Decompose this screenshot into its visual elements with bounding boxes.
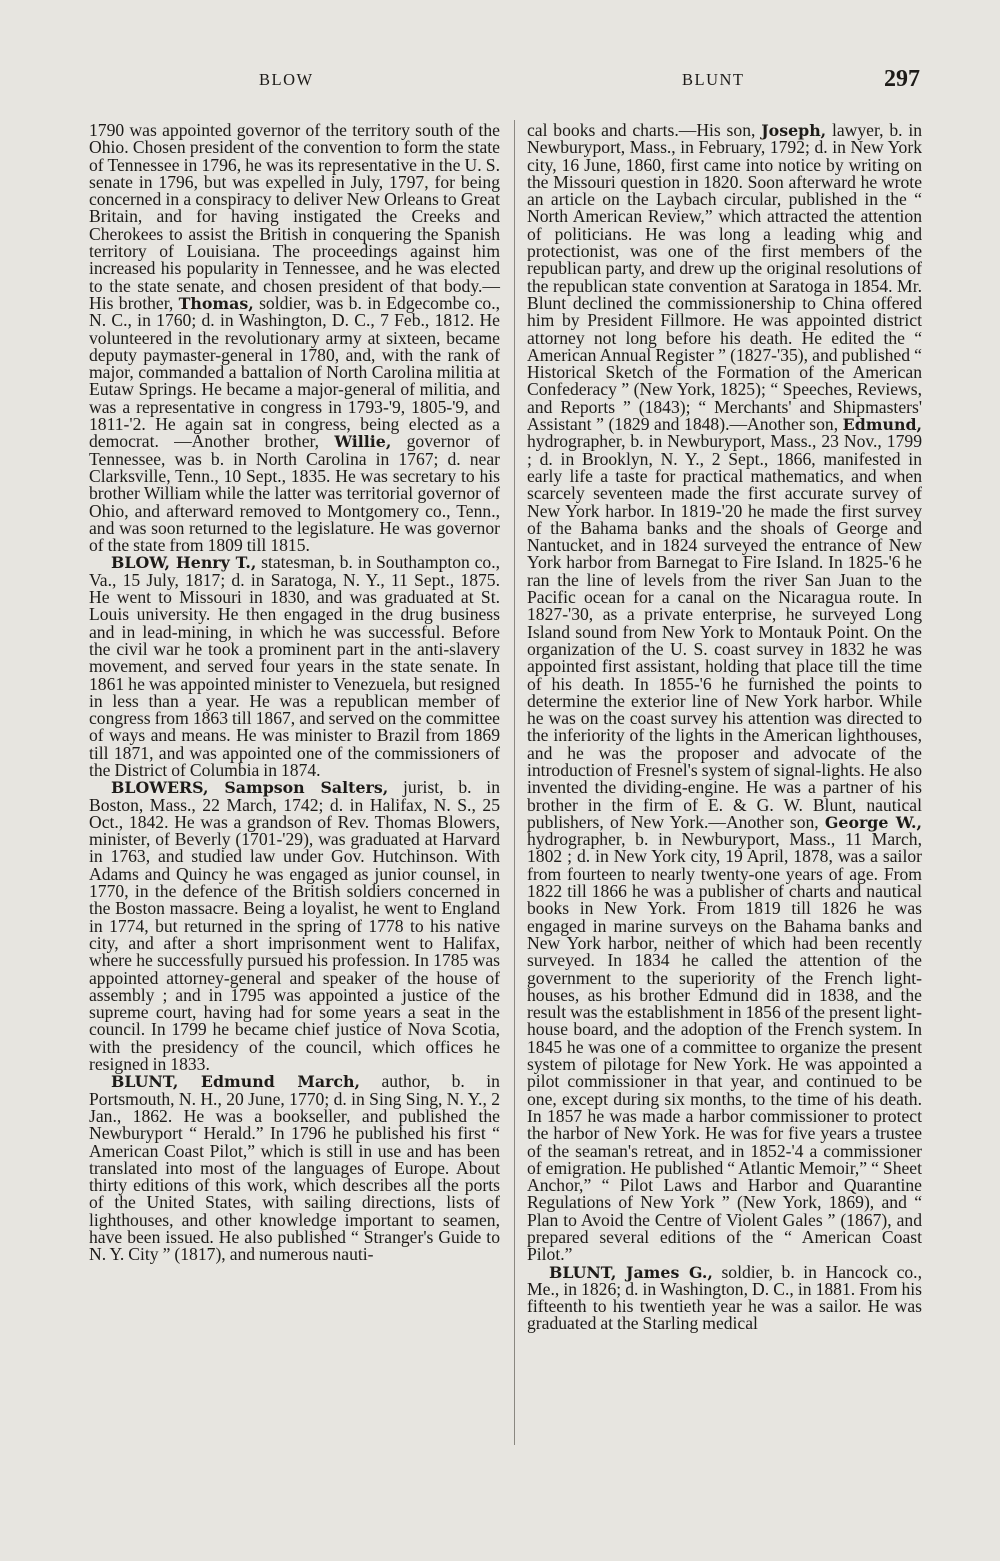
entry-blunt-edmund-march-continued xyxy=(527,122,922,1264)
entry-blount-continued xyxy=(89,122,500,554)
entry-name: BLUNT, Edmund March, xyxy=(111,1072,360,1092)
entry-blunt-james xyxy=(527,1261,922,1334)
entry-text: author, b. in Portsmouth, N. H., 20 June, 1770; d. in Sing Sing, N. Y., 2 Jan., 1862. He was a bookseller, and published the Newburyport “ Herald.” In 1796 he published his first “ American Coast Pilot,” which is still in use and has been translated into most of the languages of Europe. About thirty editions of this work, which describes all the ports of the United States, with sailing directions, lists of lighthouses, and other knowledge important to seamen, have been issued. He also published “ Stranger's Guide to N. Y. City ” (1817), and numerous nauti- xyxy=(89,1071,500,1265)
column-divider xyxy=(514,120,515,1445)
entry-text: governor of Tennessee, was b. in North Carolina in 1767; d. near Clarksville, Tenn., 10 Sept., 1835. He was secretary to his brother William while the latter was territorial governor of Ohio, and afterward removed to Montgomery co., Tenn., and was soon returned to the legislature. He was governor of the state from 1809 till 1815. xyxy=(89,431,501,556)
entry-text: lawyer, b. in Newburyport, Mass., in February, 1792; d. in New York city, 16 June, 1860, first came into notice by writing on the Missouri question in 1820. Soon afterward he wrote an article on the Laybach circular, published in the “ North American Review,” which attracted the attention of politicians. He was long a leading whig and protectionist, was one of the first members of the republican party, and drew up the original resolutions of the republican state convention at Saratoga in 1854. Mr. Blunt declined the commissionership to China offered him by President Fillmore. He was appointed district attorney not long before his death. He edited the “ American Annual Register ” (1827-'35), and published “ Historical Sketch of the Formation of the American Confederacy ” (New York, 1825); “ Speeches, Reviews, and Reports ” (1843); “ Merchants' and Shipmasters' Assistant ” (1829 and 1848).—Another son, xyxy=(527,120,923,435)
entry-name: Joseph, xyxy=(761,121,827,140)
page-number: 297 xyxy=(884,66,920,92)
running-head-center: BLUNT xyxy=(682,70,745,89)
entry-blunt-edmund-march xyxy=(89,1073,500,1263)
entry-name: BLOW, Henry T., xyxy=(111,553,257,573)
running-head-left: BLOW xyxy=(259,70,314,89)
entry-text: soldier, was b. in Edgecombe co., N. C., in 1760; d. in Washington, D. C., 7 Feb., 1812. He volunteered in the revolutionary army at sixteen, became deputy paymaster-general in 1780, and, with the rank of major, commanded a battalion of North Carolina militia at Eutaw Springs. He became a major-general of militia, and was a representative in congress in 1793-'9, 1805-'9, and 1811-'2. He again sat in congress, being elected as a democrat. —Another brother, xyxy=(89,292,500,452)
entry-text: hydrographer, b. in Newburyport, Mass., 11 March, 1802 ; d. in New York city, 19 April, 1878, was a sailor from fourteen to nearly twenty-one years of age. From 1822 till 1866 he was a publisher of charts and nautical books in New York. From 1819 till 1826 he was engaged in marine surveys on the Bahama banks and New York harbor, neither of which had been recently surveyed. In 1834 he called the attention of the government to the superiority of the French light-houses, as his brother Edmund did in 1838, and the result was the establishment in 1856 of the present light-house board, and the adoption of the French system. In 1845 he was one of a committee to organize the present system of pilotage for New York. He was appointed a pilot commissioner in that year, and continued to be one, except during six months, to the time of his death. In 1857 he was made a harbor commissioner to protect the harbor of New York. He was for five years a trustee of the seaman's retreat, and in 1852-'4 a commissioner of emigration. He published “ Atlantic Memoir,” “ Sheet Anchor,” “ Pilot Laws and Harbor and Quarantine Regulations of New York ” (New York, 1869), and “ Plan to Avoid the Centre of Violent Gales ” (1867), and prepared several editions of the “ American Coast Pilot.” xyxy=(527,829,922,1265)
entry-name: Thomas, xyxy=(178,293,254,313)
entry-text: 1790 was appointed governor of the territory south of the Ohio. Chosen president of the convention to form the state of Tennessee in 1796, he was its representative in the U. S. senate in 1796, but was expelled in July, 1797, for being concerned in a conspiracy to deliver New Orleans to Great Britain, and for having instigated the Creeks and Cherokees to assist the British in conquering the Spanish territory of Louisiana. The proceedings against him increased his popularity in Tennessee, and he was elected to the state senate, and chosen president of that body.—His brother, xyxy=(89,120,500,313)
entry-text: soldier, b. in Hancock co., Me., in 1826; d. in Washington, D. C., in 1881. From his fifteenth to his twentieth year he was a sailor. He was graduated at the Starling medical xyxy=(527,1261,922,1334)
right-column xyxy=(527,122,922,1333)
entry-text: statesman, b. in Southampton co., Va., 15 July, 1817; d. in Saratoga, N. Y., 11 Sept., 1875. He went to Missouri in 1830, and was graduated at St. Louis university. He then engaged in the drug business and in lead-mining, in which he was successful. Before the civil war he took a prominent part in the anti-slavery movement, and served four years in the state senate. In 1861 he was appointed minister to Venezuela, but resigned in less than a year. He was a republican member of congress from 1863 till 1867, and served on the committee of ways and means. He was minister to Brazil from 1869 till 1871, and was appointed one of the commissioners of the District of Columbia in 1874. xyxy=(89,552,500,780)
entry-name: BLOWERS, Sampson Salters, xyxy=(111,778,389,798)
entry-text: jurist, b. in Boston, Mass., 22 March, 1742; d. in Halifax, N. S., 25 Oct., 1842. He was a grandson of Rev. Thomas Blowers, minister, of Beverly (1701-'29), was graduated at Harvard in 1763, and studied law under Gov. Hutchinson. With Adams and Quincy he was engaged as junior counsel, in 1770, in the defence of the British soldiers concerned in the Boston massacre. Being a loyalist, he went to England in 1774, but returned in the spring of 1778 to his native city, and after a short imprisonment went to Halifax, where he successfully pursued his profession. In 1785 was appointed attorney-general and speaker of the house of assembly ; and in 1795 was appointed a justice of the supreme court, having had for some years a seat in the council. In 1799 he became chief justice of Nova Scotia, with the presidency of the council, which offices he resigned in 1833. xyxy=(89,777,500,1075)
entry-text: hydrographer, b. in Newburyport, Mass., 23 Nov., 1799 ; d. in Brooklyn, N. Y., 2 Sept., 1866, manifested in early life a taste for practical mathematics, and when scarcely seventeen made the first accurate survey of New York harbor. In 1819-'20 he made the first survey of the Bahama banks and the shoals of George and Nantucket, and in 1824 surveyed the entrance of New York harbor from Barnegat to Fire Island. In 1825-'6 he ran the line of levels from the river San Juan to the Pacific ocean for a canal on the Nicaragua route. In 1827-'30, as a private enterprise, he surveyed Long Island sound from New York to Montauk Point. On the organization of the U. S. coast survey in 1832 he was appointed first assistant, holding that place till the time of his death. In 1855-'6 he furnished the points to determine the exterior line of New York harbor. While he was on the coast survey his attention was directed to the inferiority of the lights in the American lighthouses, and he was the proposer and advocate of the introduction of Fresnel's system of signal-lights. He also invented the dividing-engine. He was a partner of his brother in the firm of E. & G. W. Blunt, nautical publishers, of New York.—Another son, xyxy=(527,431,922,832)
entry-blow-henry xyxy=(89,554,500,779)
entry-name: BLUNT, James G., xyxy=(549,1262,713,1282)
left-column xyxy=(89,122,500,1264)
entry-name: Edmund, xyxy=(842,415,922,435)
entry-name: Willie, xyxy=(334,432,392,452)
entry-text: cal books and charts.—His son, xyxy=(527,120,762,140)
entry-name: George W., xyxy=(824,812,922,832)
entry-blowers-sampson xyxy=(89,779,500,1073)
